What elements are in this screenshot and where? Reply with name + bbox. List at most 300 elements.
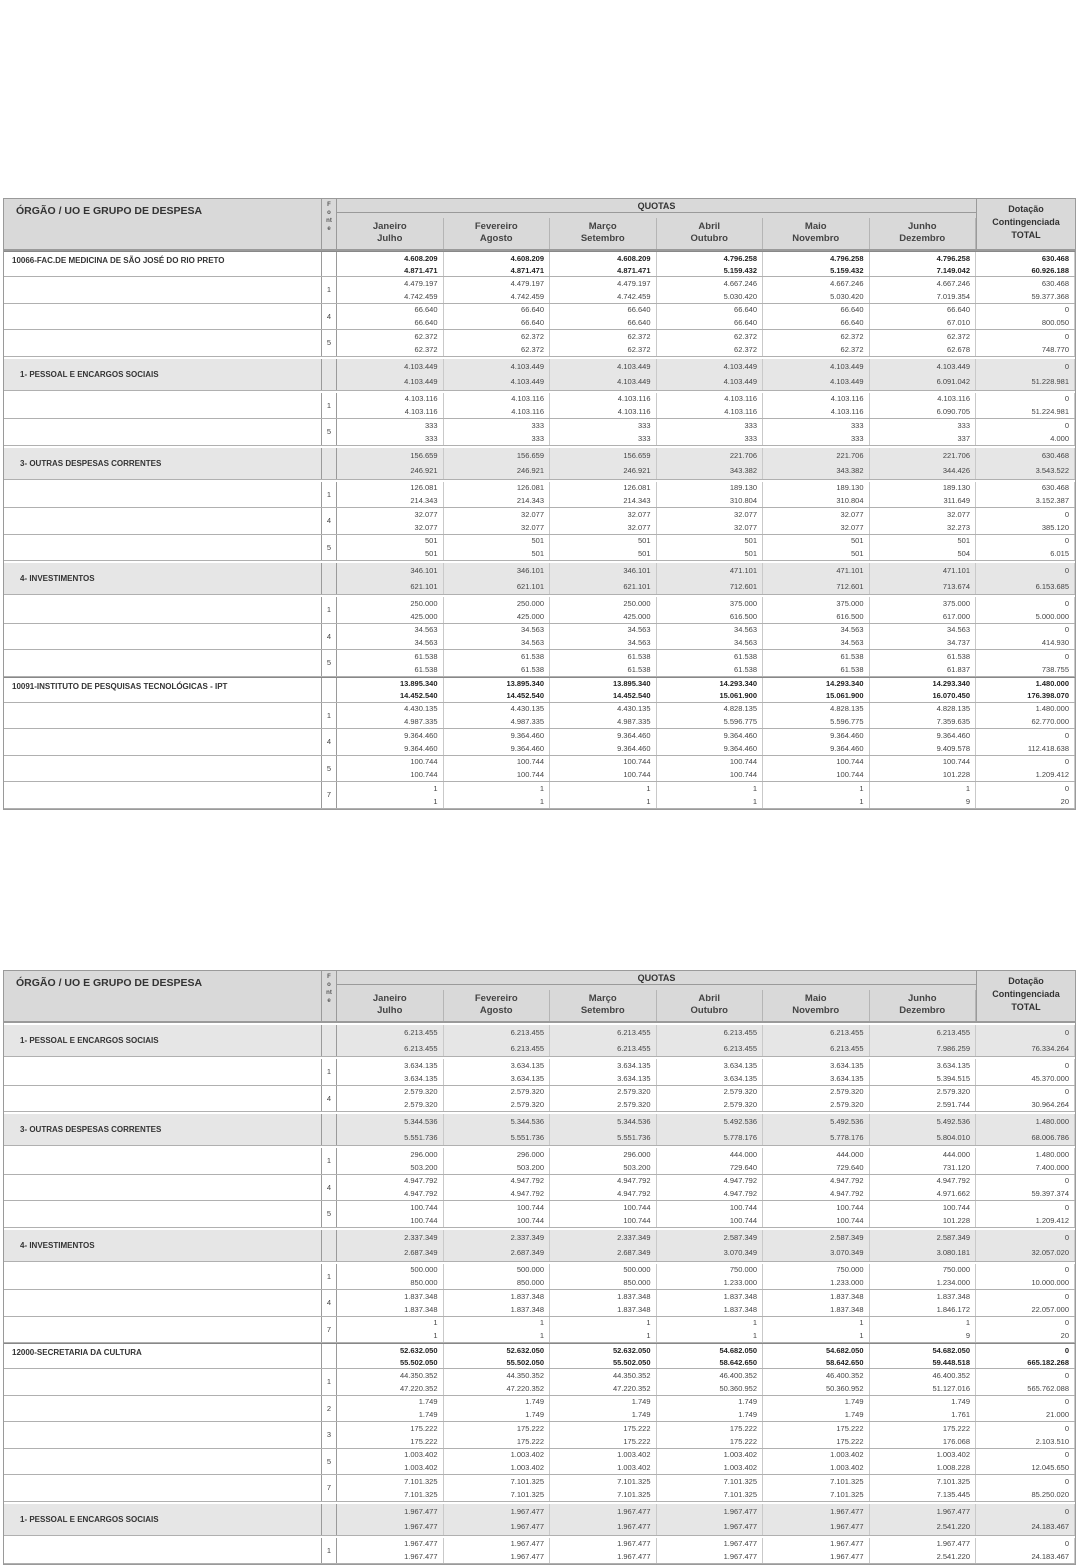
quota-value-second-semester: 4.742.459 xyxy=(510,291,544,301)
quota-value-second-semester: 5.804.010 xyxy=(936,1132,970,1142)
quota-cell xyxy=(444,624,551,650)
quota-value-first-semester: 62.372 xyxy=(627,331,651,341)
total-value: 24.183.467 xyxy=(1031,1522,1069,1532)
quota-value-second-semester: 34.737 xyxy=(947,638,970,648)
row-label xyxy=(4,756,321,782)
quota-value-first-semester: 5.492.536 xyxy=(723,1117,757,1127)
quota-value-second-semester: 501 xyxy=(744,549,757,559)
quota-value-first-semester: 126.081 xyxy=(410,483,438,493)
quota-value-first-semester: 13.895.340 xyxy=(612,679,651,688)
quota-cell xyxy=(870,482,977,508)
quota-value-second-semester: 32.077 xyxy=(521,522,544,532)
quota-value-second-semester: 175.222 xyxy=(623,1436,651,1446)
total-cell xyxy=(976,1025,1075,1056)
quota-cell xyxy=(763,1264,870,1290)
contingenciada-value: 0 xyxy=(1064,420,1069,430)
fonte-cell xyxy=(321,563,337,594)
quota-value-second-semester: 14.452.540 xyxy=(506,691,544,700)
quota-cell xyxy=(337,1230,444,1261)
quota-value-first-semester: 1.967.477 xyxy=(936,1506,970,1516)
quota-value-second-semester: 175.222 xyxy=(410,1436,438,1446)
total-value: 68.006.786 xyxy=(1031,1132,1069,1142)
quota-value-second-semester: 3.070.349 xyxy=(830,1248,864,1258)
quota-cell xyxy=(657,1059,764,1085)
total-value: 10.000.000 xyxy=(1031,1278,1069,1288)
fonte-row xyxy=(4,729,1075,756)
quota-value-second-semester: 1 xyxy=(646,796,651,806)
column-header-month xyxy=(337,990,444,1022)
quota-value-first-semester: 9.364.460 xyxy=(404,730,438,740)
total-value: 30.964.264 xyxy=(1031,1100,1069,1110)
total-cell xyxy=(976,1201,1075,1227)
quota-value-first-semester: 175.222 xyxy=(836,1423,864,1433)
quota-value-second-semester: 100.744 xyxy=(729,1215,757,1225)
quota-value-second-semester: 2.591.744 xyxy=(936,1100,970,1110)
quota-cell xyxy=(870,1396,977,1422)
quota-value-second-semester: 621.101 xyxy=(623,581,651,591)
contingenciada-value: 0 xyxy=(1064,331,1069,341)
quota-cell xyxy=(870,703,977,729)
quota-cell xyxy=(763,419,870,445)
quota-cell xyxy=(337,1290,444,1316)
column-header-month xyxy=(763,990,870,1022)
quota-value-first-semester: 54.682.050 xyxy=(719,1345,757,1355)
row-label xyxy=(4,782,321,808)
column-header-total xyxy=(976,971,1075,1021)
fonte-cell: 4 xyxy=(321,1175,337,1201)
quota-value-second-semester: 100.744 xyxy=(410,1215,438,1225)
month-label: Junho xyxy=(908,992,937,1004)
quota-value-second-semester: 1 xyxy=(752,1331,757,1341)
quota-value-second-semester: 6.091.042 xyxy=(936,377,970,387)
month-label: Setembro xyxy=(580,232,625,244)
quota-value-first-semester: 61.538 xyxy=(521,651,544,661)
fonte-cell: 1 xyxy=(321,1264,337,1290)
fonte-cell: 5 xyxy=(321,535,337,561)
quota-cell xyxy=(550,1230,657,1261)
quota-value-second-semester: 1.967.477 xyxy=(404,1552,438,1562)
total-value: 800.050 xyxy=(1041,318,1069,328)
quota-cell xyxy=(870,1538,977,1564)
contingenciada-value: 0 xyxy=(1064,1450,1069,1460)
quota-value-second-semester: 15.061.900 xyxy=(719,691,757,700)
quota-cell xyxy=(763,650,870,676)
quota-value-first-semester: 1.003.402 xyxy=(404,1450,438,1460)
total-value: 738.755 xyxy=(1041,664,1069,674)
quota-value-second-semester: 1 xyxy=(539,1331,544,1341)
quota-cell xyxy=(763,1369,870,1395)
quota-value-first-semester: 2.579.320 xyxy=(723,1087,757,1097)
quota-value-first-semester: 2.579.320 xyxy=(404,1087,438,1097)
quota-value-first-semester: 3.634.135 xyxy=(830,1060,864,1070)
total-cell xyxy=(976,563,1075,594)
quota-cell xyxy=(550,782,657,808)
quota-value-second-semester: 503.200 xyxy=(623,1162,651,1172)
quota-value-first-semester: 501 xyxy=(850,536,864,546)
quota-value-second-semester: 5.596.775 xyxy=(830,717,864,727)
quota-cell xyxy=(870,304,977,330)
month-label: Dezembro xyxy=(899,232,946,244)
fonte-row xyxy=(4,624,1075,651)
total-cell xyxy=(976,1317,1075,1343)
column-header-month xyxy=(870,218,977,250)
quota-value-first-semester: 2.579.320 xyxy=(936,1087,970,1097)
quota-value-first-semester: 6.213.455 xyxy=(830,1028,864,1038)
quota-value-first-semester: 4.103.116 xyxy=(830,394,864,404)
contingenciada-value: 0 xyxy=(1064,394,1069,404)
fonte-row xyxy=(4,1264,1075,1291)
quota-cell xyxy=(337,1344,444,1368)
total-value: 414.930 xyxy=(1041,638,1069,648)
contingenciada-value: 1.480.000 xyxy=(1035,1149,1069,1159)
quota-value-second-semester: 7.135.445 xyxy=(936,1489,970,1499)
row-label xyxy=(4,1059,321,1085)
quota-cell xyxy=(870,756,977,782)
quota-value-first-semester: 189.130 xyxy=(729,483,757,493)
month-label: Outubro xyxy=(690,232,728,244)
quota-value-first-semester: 34.563 xyxy=(521,625,544,635)
quota-value-first-semester: 1 xyxy=(433,783,438,793)
quota-value-second-semester: 66.640 xyxy=(521,318,544,328)
quota-value-second-semester: 55.502.050 xyxy=(399,1357,438,1367)
row-label xyxy=(4,1175,321,1201)
quota-cell xyxy=(763,393,870,419)
quota-cell xyxy=(337,1449,444,1475)
quota-value-second-semester: 6.213.455 xyxy=(723,1043,757,1053)
quota-cell xyxy=(337,359,444,390)
quota-value-second-semester: 501 xyxy=(424,549,438,559)
quota-cell xyxy=(763,535,870,561)
quota-value-first-semester: 375.000 xyxy=(729,598,757,608)
quota-cell xyxy=(444,597,551,623)
quota-value-second-semester: 61.538 xyxy=(840,664,864,674)
quota-value-second-semester: 62.678 xyxy=(947,344,970,354)
quota-value-first-semester: 175.222 xyxy=(729,1423,757,1433)
quota-value-second-semester: 100.744 xyxy=(623,770,651,780)
quota-value-first-semester: 62.372 xyxy=(414,331,438,341)
quota-value-second-semester: 32.077 xyxy=(840,522,864,532)
quota-value-second-semester: 1.003.402 xyxy=(723,1463,757,1473)
quota-value-second-semester: 4.987.335 xyxy=(510,717,544,727)
quota-value-second-semester: 1.846.172 xyxy=(936,1304,970,1314)
quota-value-first-semester: 126.081 xyxy=(516,483,544,493)
month-label: Julho xyxy=(377,232,403,244)
row-label: 12000-SECRETARIA DA CULTURA xyxy=(12,1348,142,1357)
total-cell xyxy=(976,1148,1075,1174)
contingenciada-value: 0 xyxy=(1064,1397,1069,1407)
month-label: Janeiro xyxy=(372,992,407,1004)
quota-value-second-semester: 66.640 xyxy=(734,318,757,328)
quota-value-first-semester: 100.744 xyxy=(623,1202,651,1212)
quota-value-second-semester: 175.222 xyxy=(729,1436,757,1446)
quota-value-first-semester: 61.538 xyxy=(840,651,864,661)
quota-value-first-semester: 1 xyxy=(646,1318,651,1328)
quota-value-first-semester: 100.744 xyxy=(729,757,757,767)
quota-cell xyxy=(444,650,551,676)
quota-cell xyxy=(763,330,870,356)
total-cell xyxy=(976,1504,1075,1535)
quota-value-second-semester: 55.502.050 xyxy=(506,1357,544,1367)
total-value: 59.377.368 xyxy=(1031,291,1069,301)
quota-cell xyxy=(870,678,977,702)
quota-cell xyxy=(870,535,977,561)
quota-value-first-semester: 4.479.197 xyxy=(510,278,544,288)
fonte-cell: 4 xyxy=(321,1290,337,1316)
quota-value-first-semester: 7.101.325 xyxy=(936,1476,970,1486)
quota-cell xyxy=(657,1025,764,1056)
quota-value-first-semester: 1.967.477 xyxy=(723,1539,757,1549)
quota-value-second-semester: 1.761 xyxy=(951,1410,970,1420)
quota-cell xyxy=(444,508,551,534)
quota-cell xyxy=(550,563,657,594)
quota-value-first-semester: 1.003.402 xyxy=(830,1450,864,1460)
quota-cell xyxy=(870,1422,977,1448)
quota-cell xyxy=(870,277,977,303)
contingenciada-value: 630.468 xyxy=(1041,450,1069,460)
quota-cell xyxy=(550,1504,657,1535)
quota-cell xyxy=(550,650,657,676)
quota-cell xyxy=(337,1264,444,1290)
quota-value-first-semester: 1.837.348 xyxy=(404,1291,438,1301)
fonte-cell: 1 xyxy=(321,1148,337,1174)
quota-cell xyxy=(550,1114,657,1145)
quota-value-first-semester: 4.103.449 xyxy=(936,361,970,371)
total-cell xyxy=(976,624,1075,650)
quota-value-second-semester: 100.744 xyxy=(516,1215,544,1225)
quota-value-first-semester: 1.967.477 xyxy=(936,1539,970,1549)
column-header-month xyxy=(444,218,551,250)
quota-value-first-semester: 1.837.348 xyxy=(723,1291,757,1301)
quota-value-second-semester: 4.871.471 xyxy=(404,265,438,275)
quota-cell xyxy=(550,359,657,390)
quota-value-second-semester: 9.364.460 xyxy=(723,743,757,753)
quota-cell xyxy=(870,1148,977,1174)
quota-value-first-semester: 250.000 xyxy=(516,598,544,608)
quota-value-first-semester: 1.967.477 xyxy=(510,1539,544,1549)
quota-value-first-semester: 4.947.792 xyxy=(404,1176,438,1186)
quota-value-second-semester: 9.364.460 xyxy=(617,743,651,753)
quota-cell xyxy=(763,1201,870,1227)
quota-value-second-semester: 6.213.455 xyxy=(830,1043,864,1053)
quota-value-first-semester: 2.579.320 xyxy=(830,1087,864,1097)
quota-value-second-semester: 7.101.325 xyxy=(617,1489,651,1499)
quota-value-second-semester: 3.634.135 xyxy=(723,1073,757,1083)
quota-value-second-semester: 58.642.650 xyxy=(719,1357,757,1367)
quota-cell xyxy=(444,563,551,594)
quota-value-first-semester: 333 xyxy=(531,420,544,430)
total-cell xyxy=(976,1175,1075,1201)
quota-value-first-semester: 6.213.455 xyxy=(404,1028,438,1038)
quota-value-second-semester: 4.103.449 xyxy=(510,377,544,387)
quota-cell xyxy=(657,678,764,702)
month-label: Março xyxy=(588,220,617,232)
quota-value-second-semester: 1.003.402 xyxy=(510,1463,544,1473)
quota-value-second-semester: 3.080.181 xyxy=(936,1248,970,1258)
quota-value-first-semester: 1.749 xyxy=(525,1397,544,1407)
row-label xyxy=(4,597,321,623)
quota-cell xyxy=(657,419,764,445)
quota-cell xyxy=(870,1344,977,1368)
quota-value-first-semester: 4.103.449 xyxy=(723,361,757,371)
quota-value-first-semester: 1.749 xyxy=(951,1397,970,1407)
row-label xyxy=(4,1396,321,1422)
quota-cell xyxy=(444,1344,551,1368)
quota-value-second-semester: 5.551.736 xyxy=(617,1132,651,1142)
quota-cell xyxy=(337,304,444,330)
month-label: Abril xyxy=(698,992,721,1004)
total-value: 24.183.467 xyxy=(1031,1552,1069,1562)
contingenciada-value: 0 xyxy=(1064,783,1069,793)
quota-value-second-semester: 2.579.320 xyxy=(617,1100,651,1110)
quota-value-first-semester: 2.587.349 xyxy=(723,1232,757,1242)
quota-value-first-semester: 221.706 xyxy=(942,450,970,460)
quota-value-second-semester: 343.382 xyxy=(836,466,864,476)
quota-cell xyxy=(763,1148,870,1174)
total-cell xyxy=(976,756,1075,782)
contingenciada-value: 0 xyxy=(1064,1202,1069,1212)
fonte-row xyxy=(4,1086,1075,1113)
contingenciada-value: 0 xyxy=(1064,1539,1069,1549)
quota-value-first-semester: 7.101.325 xyxy=(404,1476,438,1486)
quota-value-first-semester: 1.003.402 xyxy=(936,1450,970,1460)
fonte-row xyxy=(4,277,1075,304)
total-cell xyxy=(976,1475,1075,1501)
quota-value-second-semester: 4.103.116 xyxy=(617,407,651,417)
quota-value-first-semester: 4.608.209 xyxy=(617,253,651,263)
quota-value-first-semester: 4.103.116 xyxy=(404,394,438,404)
total-cell xyxy=(976,1449,1075,1475)
quota-value-second-semester: 4.103.116 xyxy=(830,407,864,417)
total-cell xyxy=(976,1396,1075,1422)
quota-cell xyxy=(870,650,977,676)
quota-value-first-semester: 34.563 xyxy=(734,625,757,635)
quota-value-first-semester: 156.659 xyxy=(623,450,651,460)
quota-value-first-semester: 32.077 xyxy=(521,509,544,519)
quota-value-first-semester: 34.563 xyxy=(627,625,651,635)
quota-cell xyxy=(550,393,657,419)
quota-value-second-semester: 333 xyxy=(637,433,651,443)
quota-value-second-semester: 1.233.000 xyxy=(830,1278,864,1288)
quota-value-first-semester: 501 xyxy=(637,536,651,546)
quota-value-first-semester: 100.744 xyxy=(410,757,438,767)
row-label: 10091-INSTITUTO DE PESQUISAS TECNOLÓGICAS - IPT xyxy=(12,681,228,691)
fonte-cell xyxy=(321,252,337,276)
contingenciada-value: 0 xyxy=(1064,1318,1069,1328)
quota-value-second-semester: 4.103.449 xyxy=(830,377,864,387)
quota-value-first-semester: 175.222 xyxy=(410,1423,438,1433)
row-label xyxy=(4,393,321,419)
quota-cell xyxy=(337,1396,444,1422)
quota-value-second-semester: 100.744 xyxy=(623,1215,651,1225)
quota-value-first-semester: 3.634.135 xyxy=(936,1060,970,1070)
quota-cell xyxy=(870,1230,977,1261)
quota-cell xyxy=(444,419,551,445)
quota-value-first-semester: 100.744 xyxy=(729,1202,757,1212)
total-value: 76.334.264 xyxy=(1031,1043,1069,1053)
quota-value-second-semester: 34.563 xyxy=(521,638,544,648)
row-label xyxy=(4,703,321,729)
total-cell xyxy=(976,782,1075,808)
quota-value-second-semester: 4.742.459 xyxy=(404,291,438,301)
quota-value-second-semester: 47.220.352 xyxy=(612,1383,651,1393)
quota-value-second-semester: 1.003.402 xyxy=(617,1463,651,1473)
quota-value-first-semester: 175.222 xyxy=(942,1423,970,1433)
total-value: 60.926.188 xyxy=(1031,265,1069,275)
quota-cell xyxy=(550,419,657,445)
fonte-row xyxy=(4,1175,1075,1202)
total-value: 62.770.000 xyxy=(1031,717,1069,727)
fonte-cell: 2 xyxy=(321,1396,337,1422)
row-label xyxy=(4,482,321,508)
quota-value-second-semester: 61.538 xyxy=(734,664,757,674)
quota-value-first-semester: 333 xyxy=(424,420,438,430)
quota-value-second-semester: 1.837.348 xyxy=(617,1304,651,1314)
quota-value-second-semester: 2.687.349 xyxy=(510,1248,544,1258)
quota-cell xyxy=(337,1059,444,1085)
quota-value-first-semester: 1.967.477 xyxy=(510,1506,544,1516)
quota-cell xyxy=(444,1290,551,1316)
fonte-cell: 4 xyxy=(321,508,337,534)
fonte-cell: 5 xyxy=(321,1449,337,1475)
fonte-row xyxy=(4,419,1075,446)
column-header-total-line: TOTAL xyxy=(1011,230,1041,240)
quota-cell xyxy=(550,597,657,623)
total-value: 32.057.020 xyxy=(1031,1248,1069,1258)
quota-cell xyxy=(337,1504,444,1535)
quota-value-second-semester: 14.452.540 xyxy=(399,691,438,700)
quota-value-second-semester: 9.364.460 xyxy=(510,743,544,753)
quota-value-second-semester: 3.634.135 xyxy=(617,1073,651,1083)
quota-value-first-semester: 14.293.340 xyxy=(719,679,757,688)
fonte-cell: 4 xyxy=(321,729,337,755)
total-cell xyxy=(976,1059,1075,1085)
quota-value-second-semester: 5.030.420 xyxy=(830,291,864,301)
quota-cell xyxy=(550,1059,657,1085)
quota-cell xyxy=(763,1175,870,1201)
quota-cell xyxy=(337,1422,444,1448)
fonte-cell xyxy=(321,1230,337,1261)
month-label: Abril xyxy=(698,220,721,232)
quota-value-first-semester: 4.103.449 xyxy=(404,361,438,371)
contingenciada-value: 0 xyxy=(1064,305,1069,315)
row-label xyxy=(4,729,321,755)
quota-cell xyxy=(444,482,551,508)
fonte-cell: 1 xyxy=(321,703,337,729)
row-label xyxy=(4,1369,321,1395)
contingenciada-value: 0 xyxy=(1064,566,1069,576)
month-label: Maio xyxy=(804,992,827,1004)
quota-cell xyxy=(550,1175,657,1201)
quota-value-first-semester: 189.130 xyxy=(836,483,864,493)
quota-cell xyxy=(763,703,870,729)
quota-value-second-semester: 47.220.352 xyxy=(399,1383,438,1393)
quota-value-second-semester: 246.921 xyxy=(516,466,544,476)
quota-cell xyxy=(657,729,764,755)
quota-value-first-semester: 1.967.477 xyxy=(617,1539,651,1549)
quota-value-second-semester: 6.213.455 xyxy=(404,1043,438,1053)
quota-value-second-semester: 616.500 xyxy=(729,611,757,621)
quota-cell xyxy=(657,650,764,676)
quota-cell xyxy=(657,277,764,303)
quota-cell xyxy=(657,535,764,561)
quota-value-second-semester: 7.101.325 xyxy=(723,1489,757,1499)
quota-value-second-semester: 34.563 xyxy=(414,638,438,648)
quota-value-second-semester: 4.947.792 xyxy=(723,1189,757,1199)
fonte-row xyxy=(4,482,1075,509)
quota-value-first-semester: 4.103.449 xyxy=(617,361,651,371)
quota-value-first-semester: 44.350.352 xyxy=(506,1370,544,1380)
quota-cell xyxy=(763,304,870,330)
